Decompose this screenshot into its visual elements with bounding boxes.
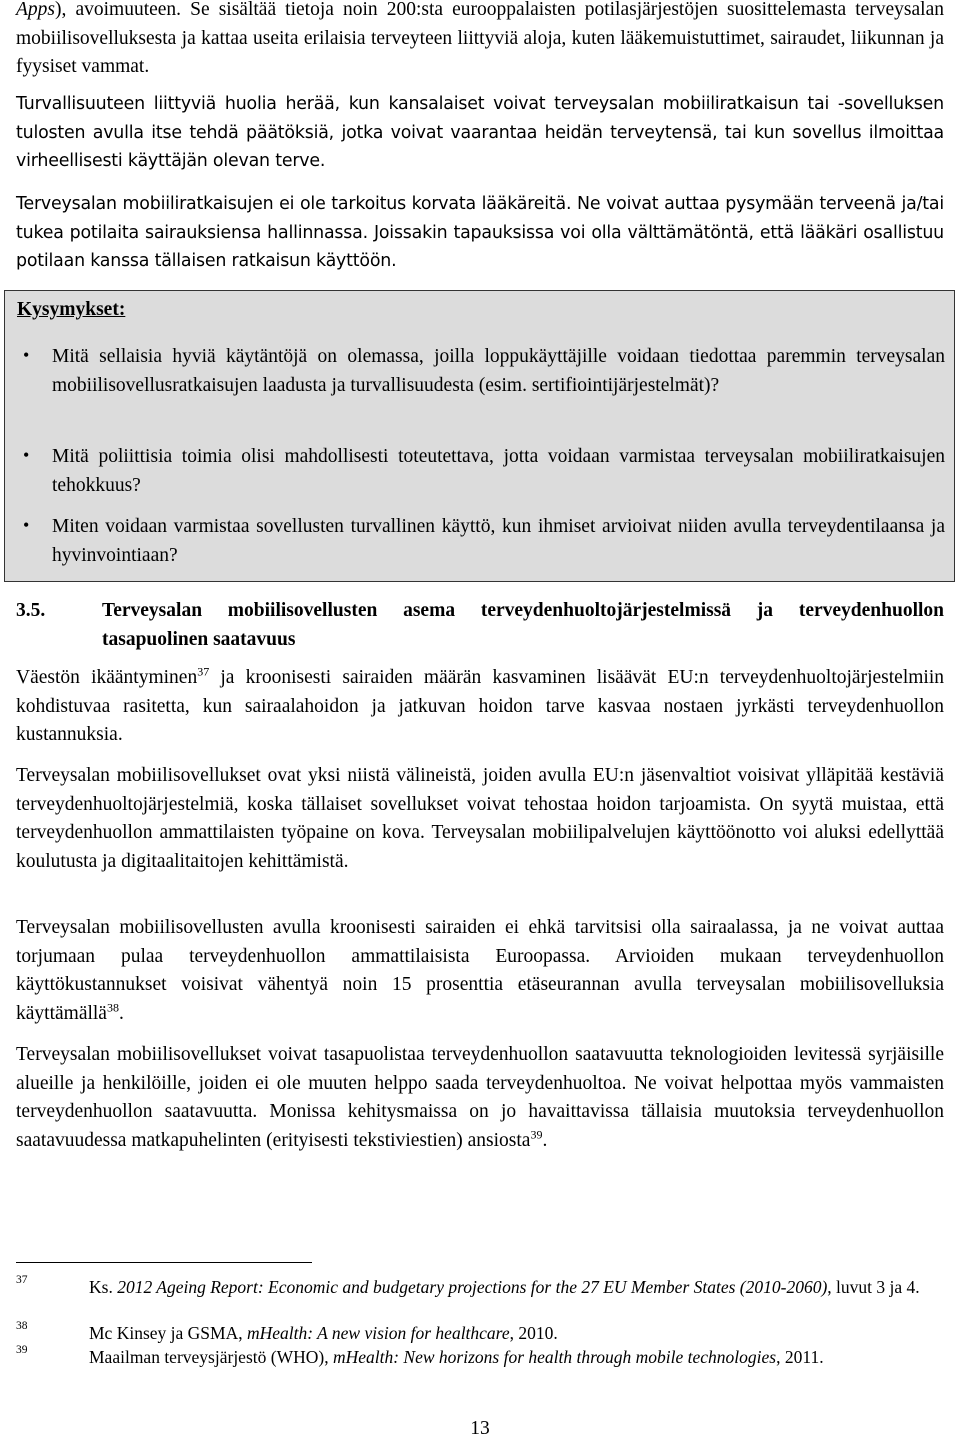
- tools-paragraph: Terveysalan mobiilisovellukset ovat yksi niistä välineistä, joiden avulla EU:n jäsenvaltiot voisivat ylläpitää kestäviä terveydenhuoltojärjestelmiä, koska tällaiset sovellukset voivat tehostaa hoidon tarjoamista. On syytä muistaa, että terveydenhuollon ammattilaisten työpaine on kova. Terveysalan mobiilipalvelujen käyttöönotto voi aluksi edellyttää koulutusta ja digitaalitaitojen kehittämistä.: [16, 765, 944, 872]
- bullet-icon: •: [23, 515, 30, 535]
- intro-text: ), avoimuuteen. Se sisältää tietoja noin 200:sta eurooppalaisten potilasjärjestöjen suosittelemasta terveysalan mobiilisovelluksesta ja kattaa useita erilaisia terveyteen liittyviä aloja, kuten lääkemuistuttimet, sairaudet, liikunnan ja fyysiset vammat.: [16, 0, 944, 77]
- chronic-paragraph: Terveysalan mobiilisovellusten avulla kroonisesti sairaiden ei ehkä tarvitsisi olla sairaalassa, ja ne voivat auttaa torjumaan pulaa terveydenhuollon ammattilaisista Euroopassa. Arvioiden mukaan terveydenhuollon käyttökustannukset voisivat vähentyä noin 15 prosenttia etäseurannan avulla terveysalan mobiilisovelluksia käyttämällä$^{38}$.: [16, 917, 944, 1024]
- footnote-number: 38: [16, 1320, 28, 1332]
- questions-box: [4, 290, 955, 582]
- bullet-icon: •: [23, 345, 30, 365]
- access-paragraph: Terveysalan mobiilisovellukset voivat tasapuolistaa terveydenhuollon saatavuutta teknologioiden levitessä syrjäisille alueille ja henkilöille, joiden ei ole muuten helppo saada terveydenhuoltoa. Ne voivat helpottaa myös vammaisten terveydenhuollon saatavuutta. Monissa kehitysmaissa on jo havaittavissa tällaisia muutoksia terveydenhuollon saatavuudessa matkapuhelinten (erityisesti tekstiviestien) ansiosta$^{39}$.: [16, 1044, 944, 1151]
- security-paragraph: Turvallisuuteen liittyviä huolia herää, kun kansalaiset voivat terveysalan mobiiliratkaisun tai -sovelluksen tulosten avulla itse tehdä päätöksiä, jotka voivat vaarantaa heidän terveytensä, tai kun sovellus ilmoittaa virheellisesti käyttäjän olevan terve.: [16, 94, 944, 171]
- page-number: 13: [470, 1418, 490, 1439]
- bullet-icon: •: [23, 445, 30, 465]
- footnote-divider: [16, 1262, 312, 1263]
- section-title: Terveysalan mobiilisovellusten asema terveydenhuoltojärjestelmissä ja terveydenhuollon tasapuolinen saatavuus: [102, 600, 944, 650]
- footnote-ref-39: 39: [530, 1127, 543, 1141]
- footnote-number: 39: [16, 1344, 28, 1356]
- question-item: Mitä poliittisia toimia olisi mahdollisesti toteutettava, jotta voidaan varmistaa terveysalan mobiiliratkaisujen tehokkuus?: [52, 446, 945, 496]
- footnote-ref-38: 38: [106, 1000, 119, 1014]
- question-item: Mitä sellaisia hyviä käytäntöjä on olemassa, joilla loppukäyttäjille voidaan tiedottaa paremmin terveysalan mobiilisovellusratkaisujen laadusta ja turvallisuudesta (esim. sertifiointijärjestelmät)?: [52, 346, 945, 396]
- questions-title: Kysymykset:: [17, 299, 126, 320]
- footnote-ref-37: 37: [197, 664, 210, 679]
- question-item: Miten voidaan varmistaa sovellusten turvallinen käyttö, kun ihmiset arvioivat niiden avulla terveydentilaansa ja hyvinvointiaan?: [52, 516, 945, 566]
- footnote-number: 37: [16, 1274, 28, 1286]
- apps-italic: Apps: [16, 0, 55, 20]
- footnote-39: Maailman terveysjärjestö (WHO), mHealth: New horizons for health through mobile technologies, 2011.: [89, 1347, 824, 1367]
- section-number: 3.5.: [16, 600, 46, 621]
- footnote-38: Mc Kinsey ja GSMA, mHealth: A new vision for healthcare, 2010.: [89, 1323, 558, 1343]
- aging-paragraph: Väestön ikääntyminen$^{37}$ ja kroonisesti sairaiden määrän kasvaminen lisäävät EU:n terveydenhuoltojärjestelmiin kohdistuvaa rasitetta, kun sairaalahoidon ja jatkuvan hoidon tarve kasvaa nostaen jyrkästi terveydenhuollon kustannuksia.: [16, 664, 944, 745]
- footnote-37: Ks. 2012 Ageing Report: Economic and budgetary projections for the 27 EU Member States (2010-2060), luvut 3 ja 4.: [89, 1277, 920, 1297]
- purpose-paragraph: Terveysalan mobiiliratkaisujen ei ole tarkoitus korvata lääkäreitä. Ne voivat auttaa pysymään terveenä ja/tai tukea potilaita sairauksiensa hallinnassa. Joissakin tapauksissa voi olla välttämätöntä, että lääkäri osallistuu potilaan kanssa tällaisen ratkaisun käyttöön.: [16, 194, 944, 271]
- intro-paragraph: [16, 0, 944, 82]
